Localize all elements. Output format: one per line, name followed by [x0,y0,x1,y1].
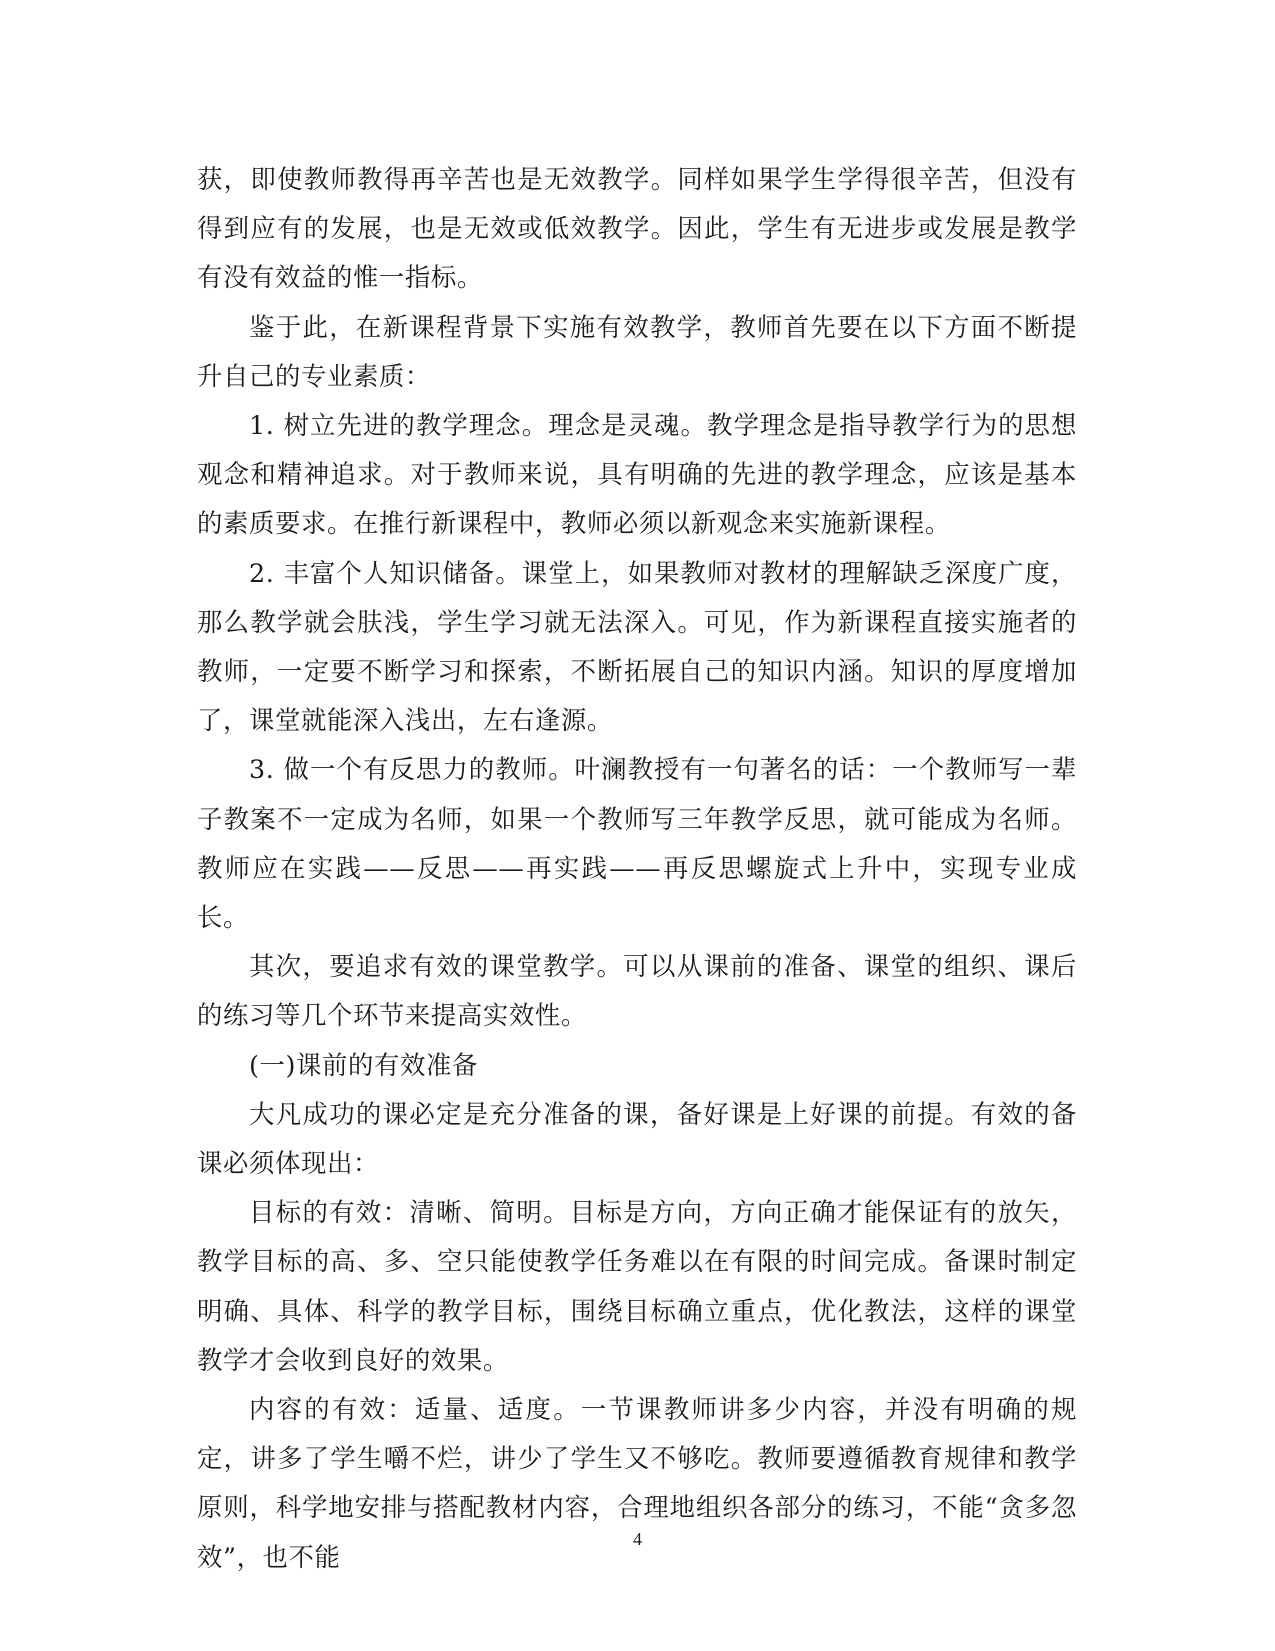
page-number: 4 [633,1529,642,1549]
section-heading: (一)课前的有效准备 [249,1049,478,1080]
paragraph-goal-effectiveness: 目标的有效：清晰、简明。目标是方向，方向正确才能保证有的放矢，教学目标的高、多、空只能使教学任务难以在有限的时间完成。备课时制定明确、具体、科学的教学目标，围绕目标确立重点，优化教法，这样的课堂教学才会收到良好的效果。 [197,1197,1077,1375]
paragraph-secondly: 其次，要追求有效的课堂教学。可以从课前的准备、课堂的组织、课后的练习等几个环节来提高实效性。 [197,951,1077,1031]
paragraph-content-effectiveness: 内容的有效：适量、适度。一节课教师讲多少内容，并没有明确的规定，讲多了学生嚼不烂，讲少了学生又不够吃。教师要遵循教育规律和教学原则，科学地安排与搭配教材内容，合理地组织各部分的练习，不能“贪多忽效”，也不能 [197,1394,1077,1572]
body-text [197,155,1077,1582]
paragraph-item-1: 1. 树立先进的教学理念。理念是灵魂。教学理念是指导教学行为的思想观念和精神追求。对于教师来说，具有明确的先进的教学理念，应该是基本的素质要求。在推行新课程中，教师必须以新观念来实施新课程。 [197,410,1077,539]
paragraph-premise: 鉴于此，在新课程背景下实施有效教学，教师首先要在以下方面不断提升自己的专业素质： [197,311,1077,391]
paragraph-item-3: 3. 做一个有反思力的教师。叶澜教授有一句著名的话：一个教师写一辈子教案不一定成为名师，如果一个教师写三年教学反思，就可能成为名师。教师应在实践——反思——再实践——再反思螺旋式上升中，实现专业成长。 [197,754,1077,933]
paragraph-preparation: 大凡成功的课必定是充分准备的课，备好课是上好课的前提。有效的备课必须体现出： [197,1098,1077,1179]
paragraph-continuation: 获，即使教师教得再辛苦也是无效教学。同样如果学生学得很辛苦，但没有得到应有的发展，也是无效或低效教学。因此，学生有无进步或发展是教学有没有效益的惟一指标。 [197,164,1077,293]
paragraph-item-2: 2. 丰富个人知识储备。课堂上，如果教师对教材的理解缺乏深度广度，那么教学就会肤浅，学生学习就无法深入。可见，作为新课程直接实施者的教师，一定要不断学习和探索，不断拓展自己的知识内涵。知识的厚度增加了，课堂就能深入浅出，左右逢源。 [197,557,1077,736]
